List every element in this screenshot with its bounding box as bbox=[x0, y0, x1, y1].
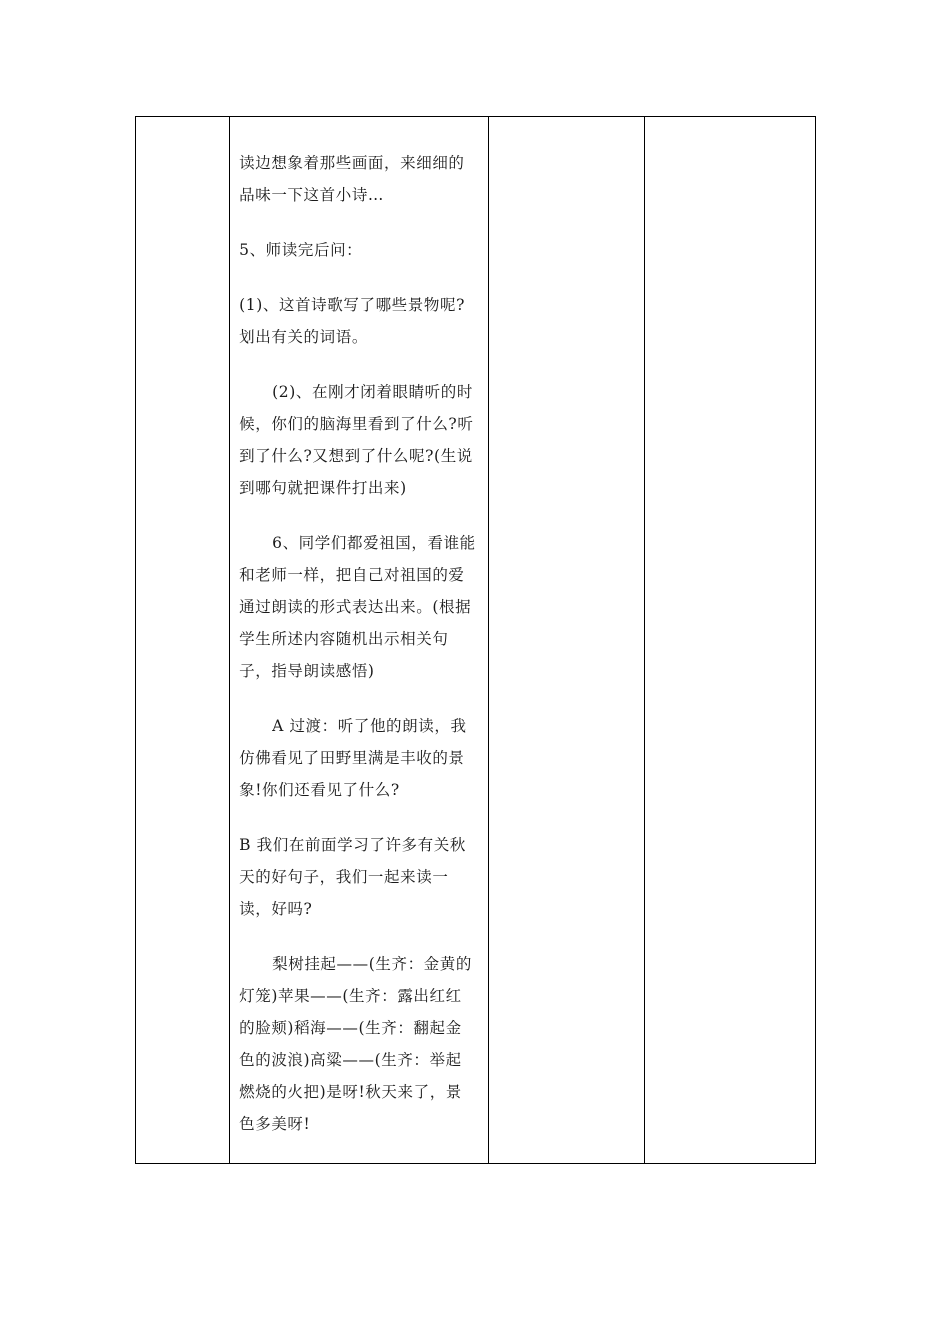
table-row bbox=[136, 117, 816, 1164]
paragraph-autumn-sentences: 梨树挂起——(生齐：金黄的灯笼)苹果——(生齐：露出红红的脸颊)稻海——(生齐：翻起金色的波浪)高粱——(生齐：举起燃烧的火把)是呀!秋天来了，景色多美呀! bbox=[239, 955, 472, 1133]
paragraph-question-1: (1)、这首诗歌写了哪些景物呢?划出有关的词语。 bbox=[239, 296, 465, 346]
paragraph-transition-b: B 我们在前面学习了许多有关秋天的好句子，我们一起来读一读，好吗? bbox=[239, 836, 466, 918]
design-intent-cell bbox=[644, 117, 815, 1164]
paragraph-transition-a: A 过渡：听了他的朗读，我仿佛看见了田野里满是丰收的景象!你们还看见了什么? bbox=[239, 717, 467, 799]
paragraph-question-2: (2)、在刚才闭着眼睛听的时候，你们的脑海里看到了什么?听到了什么?又想到了什么呢?(生说到哪句就把课件打出来) bbox=[239, 383, 474, 497]
student-activity-cell bbox=[488, 117, 644, 1164]
paragraph-step-5: 5、师读完后问： bbox=[239, 241, 363, 259]
paragraph-step-6: 6、同学们都爱祖国，看谁能和老师一样，把自己对祖国的爱通过朗读的形式表达出来。(根据学生所述内容随机出示相关句子，指导朗读感悟) bbox=[239, 534, 476, 680]
lesson-plan-table bbox=[135, 116, 816, 1164]
paragraph-reading-imagine: 读边想象着那些画面，来细细的品味一下这首小诗… bbox=[239, 154, 465, 204]
stage-cell bbox=[136, 117, 230, 1164]
teaching-process-cell bbox=[230, 117, 488, 1164]
